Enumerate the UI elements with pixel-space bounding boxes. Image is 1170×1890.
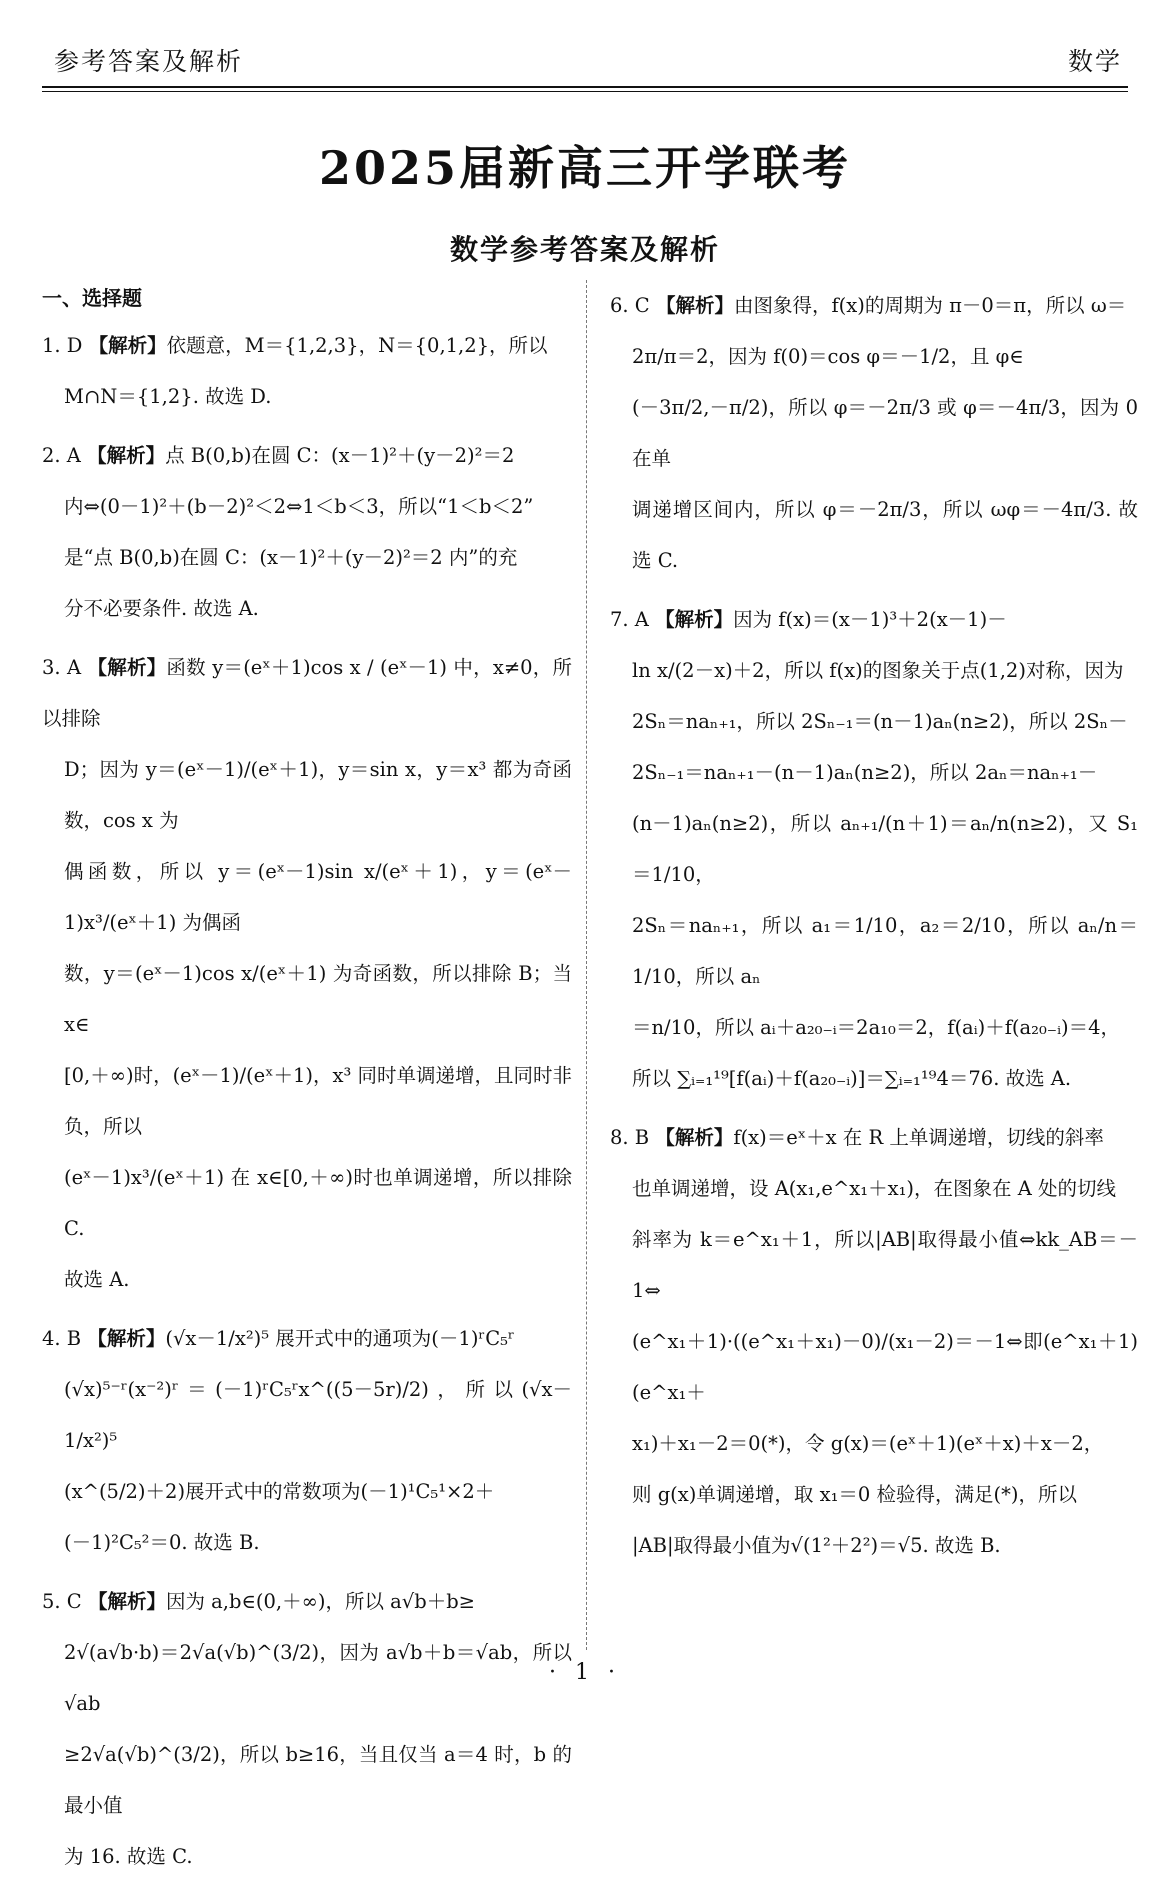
answer-line — [42, 1576, 572, 1627]
analysis-tag: 【解析】 — [87, 656, 167, 679]
answer-line — [42, 430, 572, 481]
answer-number: 2. A — [42, 444, 81, 467]
answer-line — [610, 645, 1138, 696]
answer-line — [42, 948, 572, 1050]
analysis-tag: 【解析】 — [88, 334, 167, 357]
answer-text: 偶函数，所以 y＝(eˣ－1)sin x/(eˣ＋1)，y＝(eˣ－1)x³/(eˣ＋1) 为偶函 — [64, 860, 572, 934]
answer-text: 分不必要条件. 故选 A. — [64, 597, 259, 620]
answer-line — [610, 1112, 1138, 1163]
answer-line — [42, 1364, 572, 1466]
answer-text: (n－1)aₙ(n≥2)，所以 aₙ₊₁/(n＋1)＝aₙ/n(n≥2)，又 S₁＝1/10， — [632, 812, 1138, 886]
answer-text: ＝n/10，所以 aᵢ＋a₂₀₋ᵢ＝2a₁₀＝2，f(aᵢ)＋f(a₂₀₋ᵢ)＝4， — [632, 1016, 1121, 1039]
analysis-tag: 【解析】 — [87, 1590, 166, 1613]
answer-text: 内⇔(0－1)²＋(b－2)²＜2⇔1＜b＜3，所以“1＜b＜2” — [64, 495, 534, 518]
answer-text: (√x－1/x²)⁵ 展开式中的通项为(－1)ʳC₅ʳ — [165, 1327, 515, 1350]
page-subtitle: 数学参考答案及解析 — [449, 233, 720, 266]
answer-text: M∩N＝{1,2}. 故选 D. — [64, 385, 272, 408]
answer-line — [610, 900, 1138, 1002]
answer-line — [610, 331, 1138, 382]
answer-text: 由图象得，f(x)的周期为 π－0＝π，所以 ω＝ — [733, 294, 1127, 317]
answer-text: 所以 ∑ᵢ₌₁¹⁹[f(aᵢ)＋f(a₂₀₋ᵢ)]＝∑ᵢ₌₁¹⁹4＝76. 故选 A. — [632, 1067, 1072, 1090]
answer-text: 点 B(0,b)在圆 C：(x－1)²＋(y－2)²＝2 — [165, 444, 515, 467]
answer-line — [42, 1729, 572, 1831]
answer-line — [610, 484, 1138, 586]
answer-text: (x^(5/2)＋2)展开式中的常数项为(－1)¹C₅¹×2＋ — [64, 1480, 495, 1503]
header-left: 参考答案及解析 — [54, 47, 244, 76]
page-number: · 1 · — [549, 1660, 621, 1685]
answer-line — [42, 481, 572, 532]
right-answer-list — [610, 280, 1138, 1571]
answer-item — [610, 280, 1138, 586]
answer-text: ≥2√a(√b)^(3/2)，所以 b≥16，当且仅当 a＝4 时，b 的最小值 — [64, 1743, 572, 1817]
answer-text: 2√(a√b·b)＝2√a(√b)^(3/2)，因为 a√b＋b＝√ab，所以√ab — [64, 1641, 572, 1715]
answer-line — [610, 1418, 1138, 1469]
answer-line — [42, 583, 572, 634]
answer-text: f(x)＝eˣ＋x 在 R 上单调递增，切线的斜率 — [733, 1126, 1104, 1149]
answer-number: 4. B — [42, 1327, 82, 1350]
analysis-tag: 【解析】 — [87, 444, 166, 467]
analysis-tag: 【解析】 — [655, 1126, 734, 1149]
answer-item — [610, 594, 1138, 1104]
answer-number: 7. A — [610, 608, 649, 631]
answer-line — [42, 1152, 572, 1254]
answer-item — [42, 642, 572, 1305]
answer-text: x₁)＋x₁－2＝0(*)，令 g(x)＝(eˣ＋1)(eˣ＋x)＋x－2， — [632, 1432, 1104, 1455]
answer-text: D；因为 y＝(eˣ－1)/(eˣ＋1)，y＝sin x，y＝x³ 都为奇函数，cos x 为 — [64, 758, 572, 832]
answer-line — [610, 1520, 1138, 1571]
answer-text: 也单调递增，设 A(x₁,e^x₁＋x₁)，在图象在 A 处的切线 — [632, 1177, 1116, 1200]
answer-item — [42, 1576, 572, 1882]
answer-line — [42, 1517, 572, 1568]
answer-item — [42, 320, 572, 422]
answer-text: [0,＋∞)时，(eˣ－1)/(eˣ＋1)，x³ 同时单调递增，且同时非负，所以 — [64, 1064, 572, 1138]
answer-text: 则 g(x)单调递增，取 x₁＝0 检验得，满足(*)，所以 — [632, 1483, 1077, 1506]
answer-number: 6. C — [610, 294, 650, 317]
analysis-tag: 【解析】 — [655, 294, 734, 317]
answer-line — [42, 320, 572, 371]
answer-text: 故选 A. — [64, 1268, 130, 1291]
answer-text: 2Sₙ₋₁＝naₙ₊₁－(n－1)aₙ(n≥2)，所以 2aₙ＝naₙ₊₁－ — [632, 761, 1098, 784]
analysis-tag: 【解析】 — [87, 1327, 166, 1350]
answer-item — [42, 430, 572, 634]
answer-line — [610, 798, 1138, 900]
header-rule — [42, 86, 1128, 88]
answer-text: ln x/(2－x)＋2，所以 f(x)的图象关于点(1,2)对称，因为 — [632, 659, 1124, 682]
answer-line — [42, 1313, 572, 1364]
answer-line — [42, 1254, 572, 1305]
answer-line — [610, 280, 1138, 331]
answer-text: 2Sₙ＝naₙ₊₁，所以 2Sₙ₋₁＝(n－1)aₙ(n≥2)，所以 2Sₙ－ — [632, 710, 1128, 733]
answer-line — [42, 371, 572, 422]
answer-line — [610, 1469, 1138, 1520]
left-answer-list — [42, 320, 572, 1882]
answer-line — [610, 594, 1138, 645]
answer-line — [42, 846, 572, 948]
answer-text: 2Sₙ＝naₙ₊₁，所以 a₁＝1/10，a₂＝2/10，所以 aₙ/n＝1/10，所以 aₙ — [632, 914, 1138, 988]
answer-text: (－3π/2,－π/2)，所以 φ＝－2π/3 或 φ＝－4π/3，因为 0 在单 — [632, 396, 1138, 470]
answer-line — [610, 696, 1138, 747]
answer-line — [610, 1163, 1138, 1214]
answer-text: 因为 f(x)＝(x－1)³＋2(x－1)－ — [733, 608, 1007, 631]
answer-text: 因为 a,b∈(0,＋∞)，所以 a√b＋b≥ — [165, 1590, 476, 1613]
answer-line — [610, 1316, 1138, 1418]
answer-line — [42, 1831, 572, 1882]
answer-text: (√x)⁵⁻ʳ(x⁻²)ʳ＝(－1)ʳC₅ʳx^((5－5r)/2)，所以(√x－1/x²)⁵ — [64, 1378, 572, 1452]
answer-text: 斜率为 k＝e^x₁＋1，所以|AB|取得最小值⇔kk_AB＝－1⇔ — [632, 1228, 1138, 1302]
answer-line — [42, 1050, 572, 1152]
answer-text: (e^x₁＋1)·((e^x₁＋x₁)－0)/(x₁－2)＝－1⇔即(e^x₁＋1)(e^x₁＋ — [632, 1330, 1138, 1404]
answer-item — [42, 1313, 572, 1568]
answer-text: 函数 y＝(eˣ＋1)cos x / (eˣ－1) 中，x≠0，所以排除 — [42, 656, 572, 730]
answer-number: 5. C — [42, 1590, 82, 1613]
section-heading: 一、选择题 — [42, 286, 142, 310]
answer-text: 数，y＝(eˣ－1)cos x/(eˣ＋1) 为奇函数，所以排除 B；当 x∈ — [64, 962, 572, 1036]
answer-text: 依题意，M＝{1,2,3}，N＝{0,1,2}，所以 — [166, 334, 548, 357]
answer-number: 8. B — [610, 1126, 650, 1149]
answer-text: 调递增区间内，所以 φ＝－2π/3，所以 ωφ＝－4π/3. 故选 C. — [632, 498, 1138, 572]
answer-line — [42, 532, 572, 583]
answer-line — [42, 744, 572, 846]
header-subject: 数学 — [1067, 47, 1122, 76]
page-title: 2025届新高三开学联考 — [318, 141, 852, 195]
answer-line — [610, 1053, 1138, 1104]
column-divider — [586, 280, 587, 1650]
answer-text: 为 16. 故选 C. — [64, 1845, 193, 1868]
answer-line — [610, 747, 1138, 798]
answer-text: |AB|取得最小值为√(1²＋2²)＝√5. 故选 B. — [632, 1534, 1001, 1557]
answer-line — [610, 382, 1138, 484]
left-column — [42, 280, 572, 1890]
answer-text: (eˣ－1)x³/(eˣ＋1) 在 x∈[0,＋∞)时也单调递增，所以排除 C. — [64, 1166, 572, 1240]
answer-text: 是“点 B(0,b)在圆 C：(x－1)²＋(y－2)²＝2 内”的充 — [64, 546, 518, 569]
answer-line — [610, 1214, 1138, 1316]
answer-text: (－1)²C₅²＝0. 故选 B. — [64, 1531, 260, 1554]
header-rule-thin — [42, 91, 1128, 92]
answer-number: 3. A — [42, 656, 82, 679]
right-column — [610, 280, 1138, 1579]
answer-line — [42, 1466, 572, 1517]
answer-item — [610, 1112, 1138, 1571]
answer-line — [42, 642, 572, 744]
analysis-tag: 【解析】 — [655, 608, 734, 631]
answer-text: 2π/π＝2，因为 f(0)＝cos φ＝－1/2，且 φ∈ — [632, 345, 1024, 368]
answer-line — [610, 1002, 1138, 1053]
answer-number: 1. D — [42, 334, 83, 357]
